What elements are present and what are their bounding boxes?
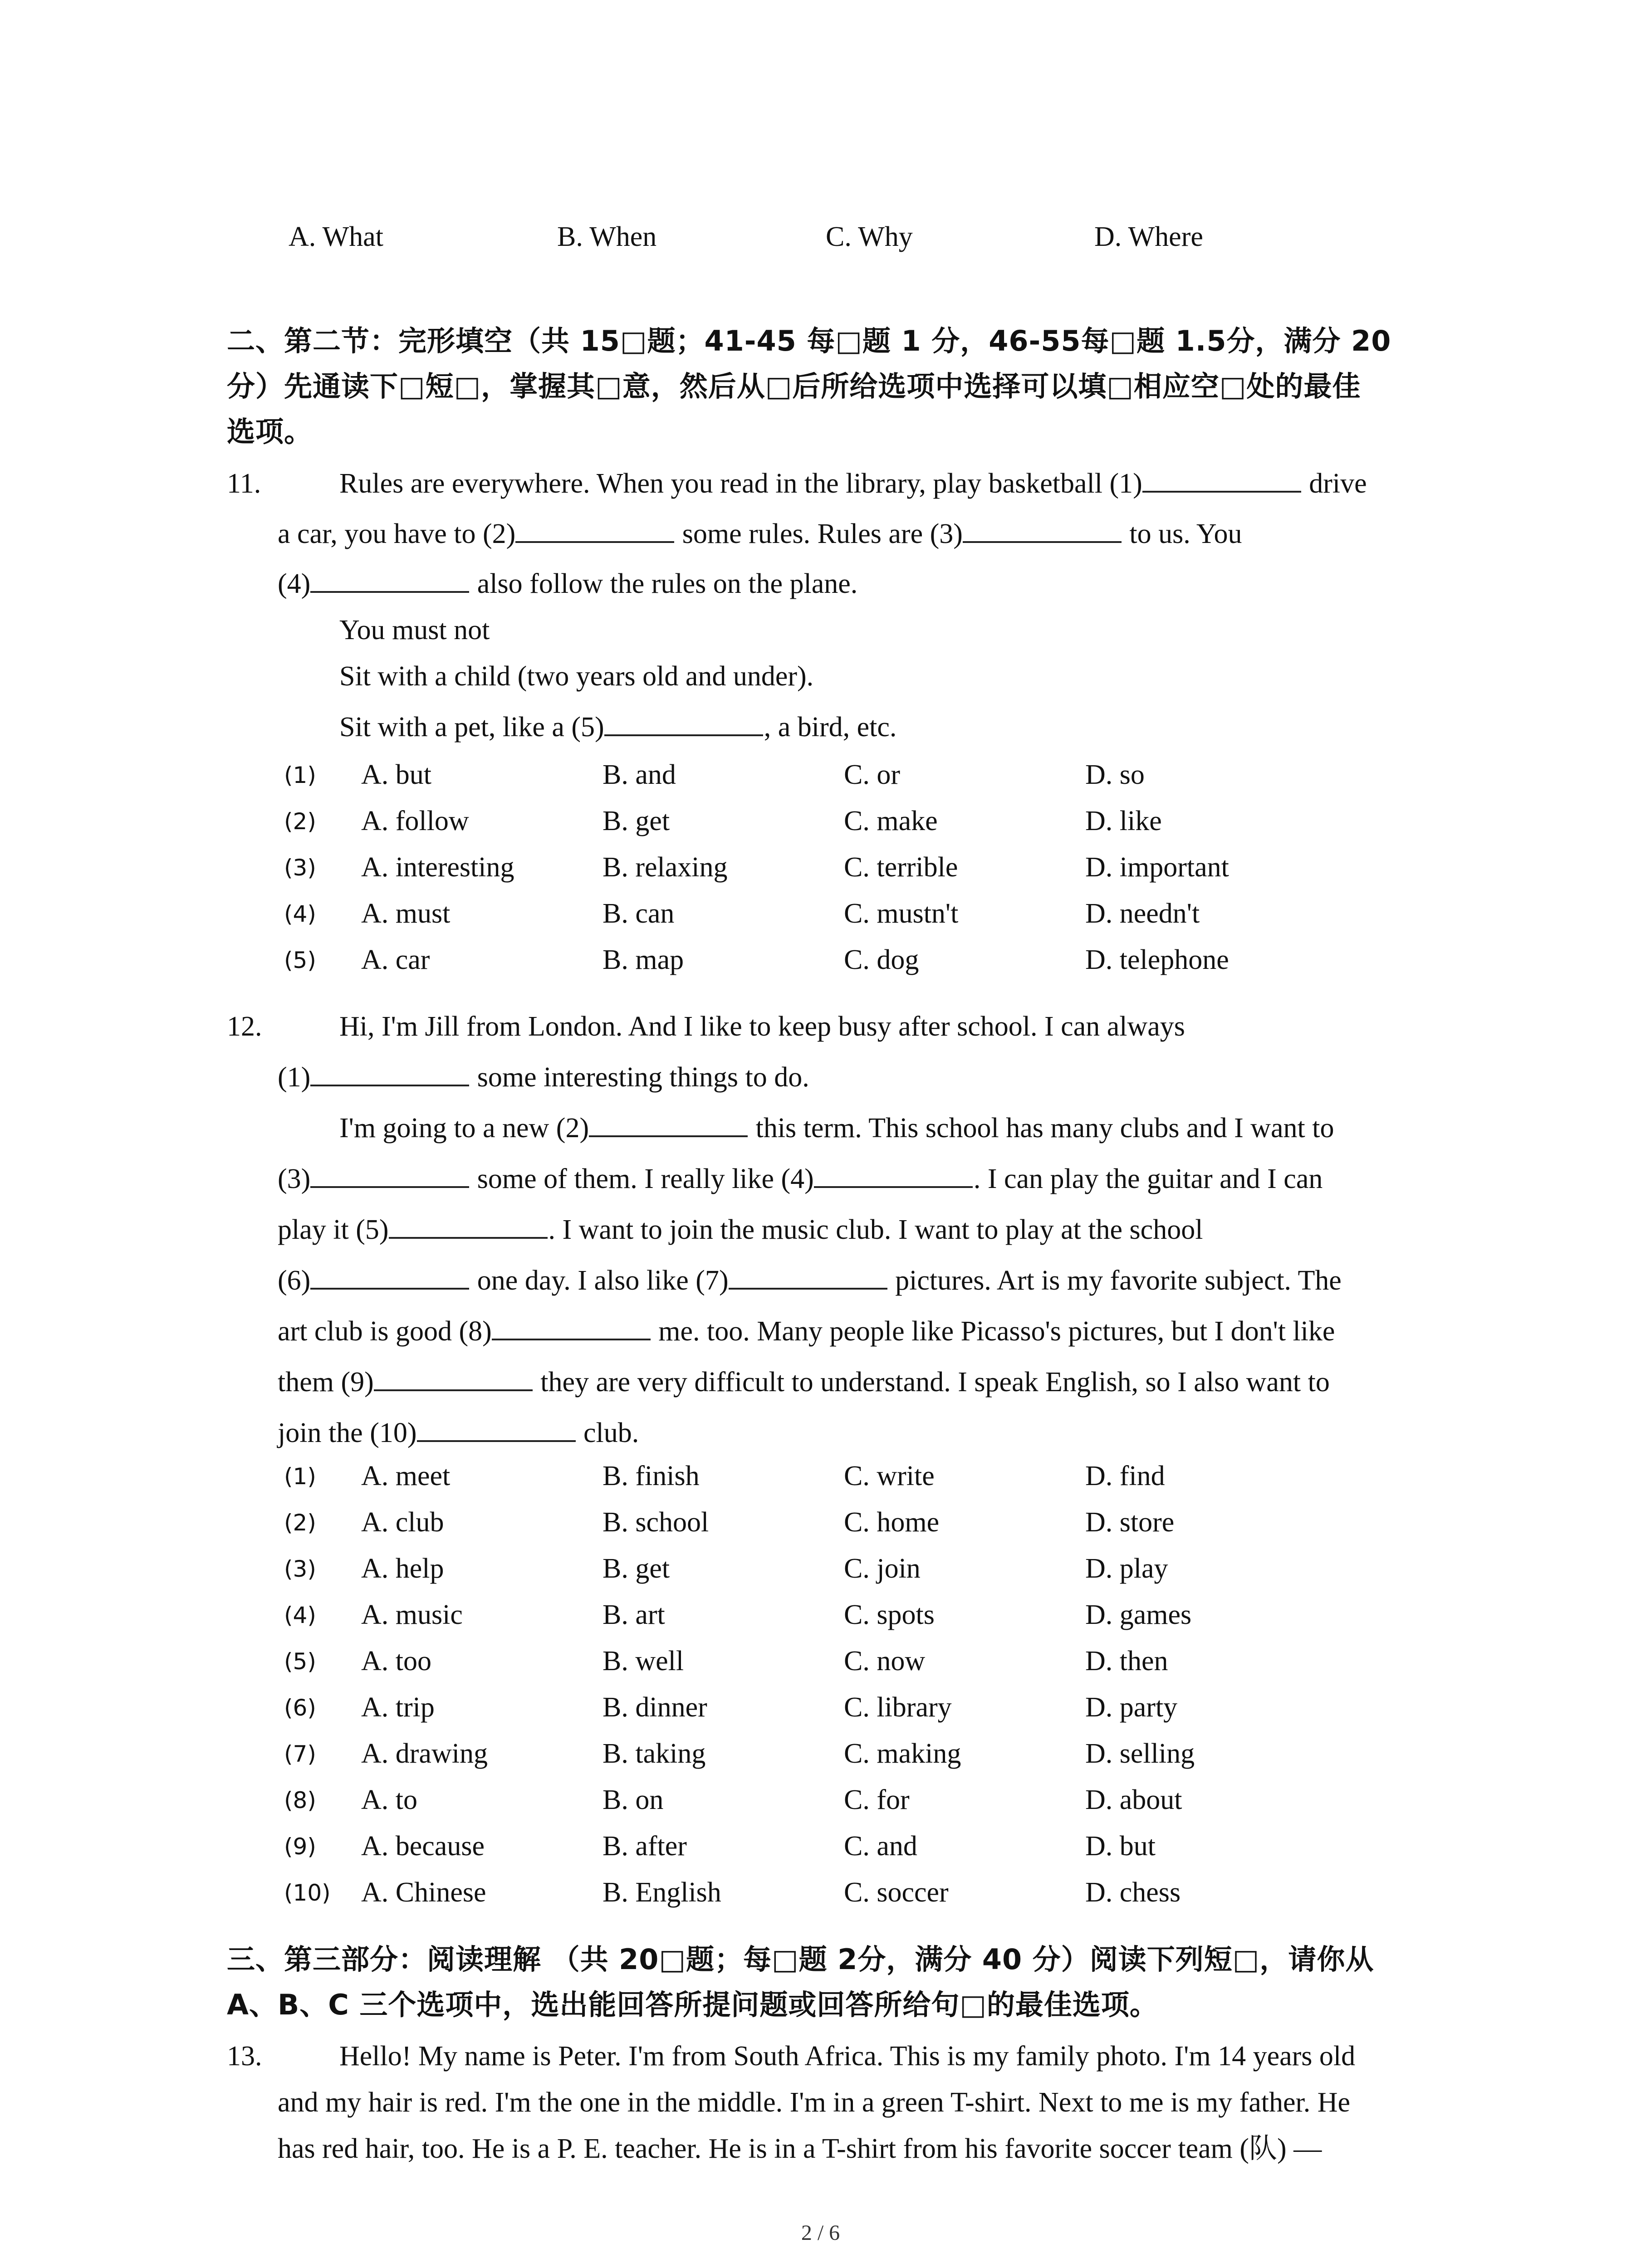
q12-text: . I want to join the music club. I want to play at the school	[548, 1214, 1203, 1245]
q11-option-c[interactable]: C. mustn't	[844, 898, 959, 929]
q12-text: some interesting things to do.	[477, 1062, 809, 1093]
q12-option-d[interactable]: D. but	[1085, 1831, 1156, 1862]
q12-text: play it (5)	[278, 1214, 389, 1245]
question-11-line-2	[278, 520, 1242, 548]
q11-option-b[interactable]: B. and	[603, 759, 676, 790]
q12-option-b[interactable]: B. on	[603, 1784, 664, 1815]
q12-text: join the (10)	[278, 1418, 417, 1448]
q11-option-b[interactable]: B. get	[603, 806, 670, 836]
question-12-number: 12.	[227, 1011, 262, 1042]
q12-option-number: (1)	[284, 1463, 316, 1490]
q11-text: also follow the rules on the plane.	[477, 568, 858, 599]
q12-text: club.	[583, 1418, 639, 1448]
q11-option-d[interactable]: D. important	[1085, 852, 1229, 883]
q11-blank-4	[310, 587, 469, 593]
q12-option-d[interactable]: D. about	[1085, 1784, 1182, 1815]
q12-blank-4	[814, 1182, 973, 1188]
q12-option-d[interactable]: D. party	[1085, 1692, 1178, 1723]
q12-option-c[interactable]: C. home	[844, 1507, 940, 1538]
q12-option-b[interactable]: B. dinner	[603, 1692, 707, 1723]
q12-option-a[interactable]: A. too	[361, 1646, 431, 1677]
q12-option-a[interactable]: A. music	[361, 1599, 463, 1630]
q11-option-number: (3)	[284, 855, 316, 881]
q12-option-b[interactable]: B. art	[603, 1599, 665, 1630]
q11-option-number: (1)	[284, 762, 316, 788]
q12-option-a[interactable]: A. club	[361, 1507, 444, 1538]
q12-option-b[interactable]: B. English	[603, 1877, 721, 1908]
question-13-line-2: and my hair is red. I'm the one in the middle. I'm in a green T-shirt. Next to me is my father. He	[278, 2087, 1351, 2118]
q11-text: to us. You	[1129, 518, 1242, 549]
q11-option-b[interactable]: B. relaxing	[603, 852, 728, 883]
q12-option-c[interactable]: C. join	[844, 1553, 921, 1584]
q11-option-d[interactable]: D. telephone	[1085, 944, 1229, 975]
q11-text: some rules. Rules are (3)	[682, 518, 963, 549]
q12-option-d[interactable]: D. play	[1085, 1553, 1168, 1584]
section2-line-3: 选项。	[227, 415, 313, 448]
q12-option-b[interactable]: B. finish	[603, 1461, 700, 1491]
q12-option-a[interactable]: A. Chinese	[361, 1877, 486, 1908]
question-13-number: 13.	[227, 2041, 262, 2072]
q11-text: drive	[1309, 468, 1367, 499]
q12-option-a[interactable]: A. trip	[361, 1692, 435, 1723]
q12-text: them (9)	[278, 1367, 374, 1398]
q12-text: some of them. I really like (4)	[477, 1163, 814, 1194]
q12-text: I'm going to a new (2)	[339, 1113, 589, 1144]
q12-text: (6)	[278, 1265, 311, 1296]
q12-blank-2	[589, 1131, 748, 1137]
q11-blank-5	[604, 730, 763, 736]
q12-option-d[interactable]: D. find	[1085, 1461, 1165, 1491]
q12-text: art club is good (8)	[278, 1316, 492, 1347]
q12-option-d[interactable]: D. chess	[1085, 1877, 1181, 1908]
q12-option-c[interactable]: C. and	[844, 1831, 917, 1862]
question-12-line-5	[278, 1216, 1203, 1244]
q12-option-c[interactable]: C. soccer	[844, 1877, 949, 1908]
q12-text: this term. This school has many clubs and I want to	[755, 1113, 1334, 1144]
question-11-line-3	[278, 570, 857, 598]
top-option-c: C. Why	[826, 221, 913, 252]
question-12-line-4	[278, 1165, 1323, 1193]
q12-option-number: (5)	[284, 1648, 316, 1675]
q12-option-number: (3)	[284, 1556, 316, 1582]
q12-option-c[interactable]: C. spots	[844, 1599, 935, 1630]
q11-option-b[interactable]: B. map	[603, 944, 684, 975]
q11-option-a[interactable]: A. follow	[361, 806, 469, 836]
section2-line-1: 二、第二节：完形填空（共 15□题；41-45 每□题 1 分，46-55每□题 1.5分，满分 20	[227, 324, 1391, 357]
question-12-line-3	[339, 1114, 1334, 1142]
q12-option-number: (7)	[284, 1741, 316, 1767]
q12-option-d[interactable]: D. selling	[1085, 1738, 1195, 1769]
q11-option-number: (5)	[284, 947, 316, 973]
q12-option-a[interactable]: A. help	[361, 1553, 444, 1584]
q12-option-a[interactable]: A. because	[361, 1831, 485, 1862]
q11-option-number: (2)	[284, 808, 316, 835]
q11-option-d[interactable]: D. needn't	[1085, 898, 1200, 929]
q11-option-c[interactable]: C. terrible	[844, 852, 958, 883]
q12-option-b[interactable]: B. school	[603, 1507, 709, 1538]
question-11-line-6	[339, 713, 896, 741]
q12-option-c[interactable]: C. for	[844, 1784, 910, 1815]
q12-blank-5	[389, 1232, 548, 1239]
question-12-line-2	[278, 1063, 809, 1091]
q12-option-number: (6)	[284, 1695, 316, 1721]
q11-option-a[interactable]: A. must	[361, 898, 451, 929]
top-option-b: B. When	[557, 221, 657, 252]
q11-option-b[interactable]: B. can	[603, 898, 675, 929]
q12-option-b[interactable]: B. taking	[603, 1738, 706, 1769]
q12-blank-9	[374, 1385, 533, 1391]
q12-text: (1)	[278, 1062, 311, 1093]
q11-option-c[interactable]: C. make	[844, 806, 938, 836]
q11-option-number: (4)	[284, 901, 316, 927]
q12-blank-8	[492, 1334, 651, 1340]
q11-text: Rules are everywhere. When you read in the library, play basketball (1)	[339, 468, 1142, 499]
q11-blank-2	[515, 537, 674, 543]
q12-blank-6	[310, 1283, 469, 1290]
q11-text: (4)	[278, 568, 311, 599]
q11-option-c[interactable]: C. dog	[844, 944, 919, 975]
q12-option-d[interactable]: D. then	[1085, 1646, 1168, 1677]
q11-text: a car, you have to (2)	[278, 518, 516, 549]
question-12-line-8	[278, 1368, 1330, 1396]
question-12-line-6	[278, 1266, 1342, 1295]
section3-line-1: 三、第三部分：阅读理解 （共 20□题；每□题 2分，满分 40 分）阅读下列短□，请你从	[227, 1943, 1374, 1976]
question-13-line-1: Hello! My name is Peter. I'm from South Africa. This is my family photo. I'm 14 years old	[339, 2041, 1356, 2072]
q12-option-b[interactable]: B. well	[603, 1646, 684, 1677]
q12-option-c[interactable]: C. making	[844, 1738, 961, 1769]
page-number: 2 / 6	[801, 2221, 840, 2245]
q12-option-d[interactable]: D. games	[1085, 1599, 1192, 1630]
q11-option-a[interactable]: A. but	[361, 759, 431, 790]
q12-option-c[interactable]: C. library	[844, 1692, 952, 1723]
q12-option-c[interactable]: C. write	[844, 1461, 935, 1491]
q11-option-a[interactable]: A. car	[361, 944, 430, 975]
q12-option-b[interactable]: B. after	[603, 1831, 687, 1862]
q12-option-c[interactable]: C. now	[844, 1646, 926, 1677]
q12-option-a[interactable]: A. meet	[361, 1461, 451, 1491]
q12-option-d[interactable]: D. store	[1085, 1507, 1175, 1538]
question-12-line-9	[278, 1419, 639, 1447]
q12-blank-1	[310, 1080, 469, 1086]
q11-option-d[interactable]: D. like	[1085, 806, 1162, 836]
q11-option-a[interactable]: A. interesting	[361, 852, 514, 883]
question-12-line-7	[278, 1317, 1335, 1345]
q12-option-b[interactable]: B. get	[603, 1553, 670, 1584]
q11-blank-1	[1142, 486, 1301, 493]
top-option-a: A. What	[289, 221, 383, 252]
q12-text: . I can play the guitar and I can	[973, 1163, 1323, 1194]
q11-option-c[interactable]: C. or	[844, 759, 900, 790]
section2-line-2: 分）先通读下□短□，掌握其□意，然后从□后所给选项中选择可以填□相应空□处的最佳	[227, 370, 1361, 403]
q12-blank-10	[417, 1436, 576, 1442]
q12-text: they are very difficult to understand. I speak English, so I also want to	[540, 1367, 1330, 1398]
question-11-number: 11.	[227, 468, 261, 499]
question-11-line-5: Sit with a child (two years old and under).	[339, 661, 814, 692]
q12-blank-7	[729, 1283, 887, 1290]
q11-text: Sit with a pet, like a (5)	[339, 712, 604, 743]
q12-option-a[interactable]: A. drawing	[361, 1738, 488, 1769]
question-11-line-1	[339, 469, 1367, 498]
q11-text: , a bird, etc.	[764, 712, 897, 743]
q12-text: me. too. Many people like Picasso's pictures, but I don't like	[658, 1316, 1335, 1347]
question-11-line-4: You must not	[339, 615, 490, 645]
q12-option-a[interactable]: A. to	[361, 1784, 417, 1815]
q12-option-number: (8)	[284, 1787, 316, 1813]
q11-blank-3	[963, 537, 1122, 543]
q12-text: one day. I also like (7)	[477, 1265, 729, 1296]
q12-option-number: (2)	[284, 1510, 316, 1536]
q12-text: pictures. Art is my favorite subject. The	[895, 1265, 1342, 1296]
top-option-d: D. Where	[1094, 221, 1203, 252]
section3-line-2: A、B、C 三个选项中，选出能回答所提问题或回答所给句□的最佳选项。	[227, 1988, 1158, 2021]
q12-option-number: (9)	[284, 1833, 316, 1860]
q11-option-d[interactable]: D. so	[1085, 759, 1145, 790]
question-12-line-1: Hi, I'm Jill from London. And I like to keep busy after school. I can always	[339, 1011, 1185, 1042]
q12-text: (3)	[278, 1163, 311, 1194]
q12-option-number: (10)	[284, 1880, 331, 1906]
q12-option-number: (4)	[284, 1602, 316, 1628]
q12-blank-3	[310, 1182, 469, 1188]
question-13-line-3: has red hair, too. He is a P. E. teacher. He is in a T-shirt from his favorite soccer team (队) —	[278, 2133, 1322, 2164]
